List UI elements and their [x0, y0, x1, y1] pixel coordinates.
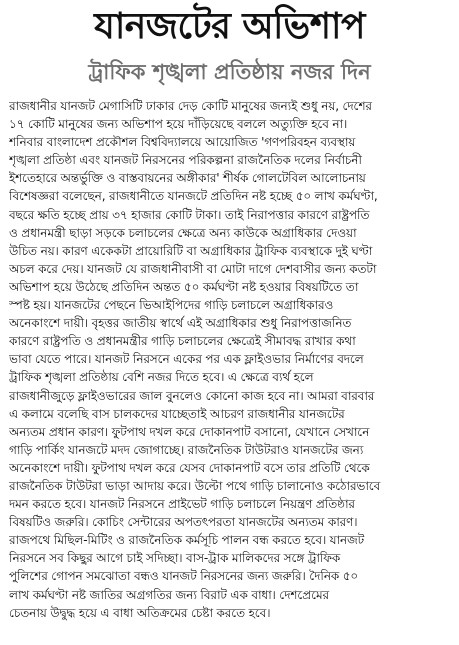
article-line: অচল করে দেয়। যানজট যে রাজধানীবাসী বা মোটা দাগে দেশবাসীর জন্য কতটা	[9, 261, 377, 276]
article-line: পুলিশের গোপন সমঝোতা বন্ধও যানজট নিরসনের জন্য জরুরি। দৈনিক ৫০	[9, 569, 359, 584]
article-line: অভিশাপ হয়ে উঠেছে প্রতিদিন অন্তত ৫০ কর্মঘণ্টা নষ্ট হওয়ার বিষয়টিতে তা	[9, 279, 359, 294]
article-line: ইশতেহারে অন্তর্ভুক্তি ও বাস্তবায়নের অঙ্গীকার' শীর্ষক গোলটেবিল আলোচনায়	[9, 171, 366, 186]
article-line: কারণে রাষ্ট্রপতি ও প্রধানমন্ত্রীর গাড়ি চলাচলের ক্ষেত্রেই সীমাবদ্ধ রাখার কথা	[9, 334, 356, 349]
article-line: রাজপথে মিছিল-মিটিং ও রাজনৈতিক কর্মসূচি পালন বন্ধ করতে হবে। যানজট	[9, 533, 365, 548]
article-line: নিরসনে সব কিছুর আগে চাই সদিচ্ছা। বাস-ট্রাক মালিকদের সঙ্গে ট্রাফিক	[9, 551, 341, 566]
article-line: গাড়ি পার্কিং যানজটে মদদ জোগাচ্ছে। রাজনৈতিক টাউটরাও যানজটের জন্য	[9, 442, 364, 457]
article-line: রাজনৈতিক টাউটরা ভাড়া আদায় করে। উল্টো পথে গাড়ি চালানোও কঠোরভাবে	[9, 478, 381, 493]
article-line: উচিত নয়। কারণ একেকটা প্রায়োরিটি বা অগ্রাধিকার ট্রাফিক ব্যবস্থাকে দুই ঘণ্টা	[9, 243, 373, 258]
article-line: বিশেষজ্ঞরা বলেছেন, রাজধানীতে যানজটে প্রতিদিন নষ্ট হচ্ছে ৫০ লাখ কর্মঘণ্টা,	[9, 189, 378, 204]
article-line: চেতনায় উদ্বুদ্ধ হয়ে এ বাধা অতিক্রমের চেষ্টা করতে হবে।	[9, 605, 271, 620]
headline: যানজটের অভিশাপ	[94, 6, 365, 47]
article-line: রাজধানীর যানজট মেগাসিটি ঢাকার দেড় কোটি মানুষের জন্যই শুধু নয়, দেশের	[9, 99, 372, 113]
article-line: লাখ কর্মঘণ্টা নষ্ট জাতির অগ্রগতির জন্য বিরাট এক বাধা। দেশপ্রেমের	[9, 587, 329, 602]
article-line: ভাবা যেতে পারে। যানজট নিরসনে একের পর এক ফ্লাইওভার নির্মাণের বদলে	[9, 352, 364, 367]
article-line: শৃঙ্খলা প্রতিষ্ঠা এবং যানজট নিরসনের পরিকল্পনা রাজনৈতিক দলের নির্বাচনী	[9, 153, 362, 168]
subheadline: ট্রাফিক শৃঙ্খলা প্রতিষ্ঠায় নজর দিন	[88, 60, 371, 84]
article-line: অনেকাংশে দায়ী। ফুটপাথ দখল করে যেসব দোকানপাট বসে তার প্রতিটি থেকে	[9, 460, 370, 475]
article-line: রাজধানীজুড়ে ফ্লাইওভারের জাল বুনলেও কোনো কাজ হবে না। আমরা বারবার	[9, 388, 375, 403]
article-line: শনিবার বাংলাদেশ প্রকৌশল বিশ্ববিদ্যালয়ে আয়োজিত 'গণপরিবহন ব্যবস্থায়	[9, 135, 356, 150]
article-line: বছরে ক্ষতি হচ্ছে প্রায় ৩৭ হাজার কোটি টাকা। তাই নিরাপত্তার কারণে রাষ্ট্রপতি	[9, 207, 370, 222]
article-line: ট্রাফিক শৃঙ্খলা প্রতিষ্ঠায় বেশি নজর দিতে হবে। এ ক্ষেত্রে ব্যর্থ হলে	[9, 370, 314, 385]
article-line: অনেকাংশে দায়ী। বৃহত্তর জাতীয় স্বার্থে এই অগ্রাধিকার শুধু নিরাপত্তাজনিত	[9, 316, 352, 331]
article-line: অন্যতম প্রধান কারণ। ফুটপাথ দখল করে দোকানপাট বসানো, যেখানে সেখানে	[9, 424, 370, 439]
article-body	[9, 97, 451, 622]
article-line: এ কলামে বলেছি বাস চালকদের যাচ্ছেতাই আচরণ রাজধানীর যানজটের	[9, 406, 345, 421]
article-line: স্পষ্ট হয়। যানজটের পেছনে ভিআইপিদের গাড়ি চলাচলে অগ্রাধিকারও	[9, 298, 334, 313]
article-line: দমন করতে হবে। যানজট নিরসনে প্রাইভেট গাড়ি চলাচলে নিয়ন্ত্রণ প্রতিষ্ঠার	[9, 497, 355, 512]
article-line: ১৭ কোটি মানুষের জন্য অভিশাপ হয়ে দাঁড়িয়েছে বললে অত্যুক্তি হবে না।	[9, 117, 348, 132]
article-line: ও প্রধানমন্ত্রী ছাড়া সড়কে চলাচলের ক্ষেত্রে অন্য কাউকে অগ্রাধিকার দেওয়া	[9, 225, 357, 240]
article-line: বিষয়টিও জরুরি। কোচিং সেন্টারের অপতৎপরতা যানজটের অন্যতম কারণ।	[9, 515, 358, 530]
